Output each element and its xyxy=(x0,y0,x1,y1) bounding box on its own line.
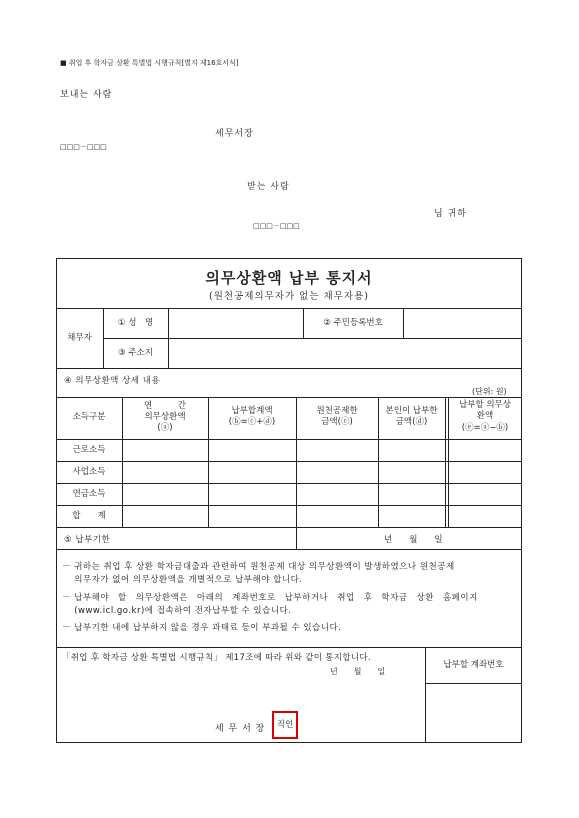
rrn-field[interactable] xyxy=(403,318,522,329)
row-label: 근로소득 xyxy=(72,445,106,455)
col-due-2: 환액 xyxy=(476,411,494,421)
row-label: 합 계 xyxy=(72,511,106,521)
row-label: 연금소득 xyxy=(72,489,106,499)
seal-label: 직인 xyxy=(276,720,294,730)
row-label: 사업소득 xyxy=(72,467,106,477)
rrn-label: ② 주민등록번호 xyxy=(323,318,383,328)
name-field[interactable] xyxy=(168,318,303,329)
sender-postcode: □□□－□□□ xyxy=(60,143,107,151)
col-due-3: (ⓔ=ⓐ−ⓑ) xyxy=(461,423,509,433)
unit-label: (단위: 원) xyxy=(472,387,507,396)
detail-label: ④ 의무상환액 상세 내용 xyxy=(64,376,161,386)
deadline-label: ⑤ 납부기한 xyxy=(64,535,111,545)
sender-label: 보내는 사람 xyxy=(60,90,113,100)
col-annual-2: 의무상환액 xyxy=(144,412,186,422)
note-line: － 납부해야 할 의무상환액은 아래의 계좌번호로 납부하거나 취업 후 학자금 상환 홈페이지 xyxy=(62,593,478,603)
rule xyxy=(56,527,522,528)
tax-office-title: 세무서장 xyxy=(215,129,254,139)
address-field[interactable] xyxy=(168,348,522,359)
col-withheld-2: 금액(ⓒ) xyxy=(321,417,353,427)
col-income-type: 소득구분 xyxy=(72,412,106,422)
rule xyxy=(103,308,104,368)
notice-date: 년 월 일 xyxy=(330,667,386,676)
notice-text: 「취업 후 학자금 상환 특별법 시행규칙」 제17조에 따라 위와 같이 통지합니다. xyxy=(62,653,371,663)
account-field[interactable] xyxy=(425,684,522,742)
rule xyxy=(56,439,522,440)
rule xyxy=(56,461,522,462)
receiver-honorific: 님 귀하 xyxy=(434,209,467,219)
col-annual-1: 연 간 xyxy=(144,401,186,411)
receiver-postcode: □□□－□□□ xyxy=(253,222,300,230)
rule xyxy=(56,397,522,398)
name-label: ① 성 명 xyxy=(117,318,154,328)
note-line: 의무자가 없어 의무상환액을 개별적으로 납부해야 합니다. xyxy=(62,575,303,585)
official-seal-box xyxy=(272,711,298,739)
rule xyxy=(168,308,169,368)
bullet-square-icon: ■ xyxy=(60,59,69,67)
note-line: (www.icl.go.kr)에 접속하여 전자납부할 수 있습니다. xyxy=(62,606,292,616)
rule xyxy=(56,308,522,309)
account-label: 납부할 계좌번호 xyxy=(443,660,504,670)
note-line: － 귀하는 취업 후 상환 학자금대출과 관련하여 원천공제 대상 의무상환액이 발생하였으나 원천공제 xyxy=(62,562,455,572)
debtor-label: 채무자 xyxy=(67,333,92,343)
rule xyxy=(103,338,522,339)
col-due-1: 납부할 의무상 xyxy=(459,400,511,410)
address-label: ③ 주소지 xyxy=(118,348,153,358)
form-subtitle: (원천공제의무자가 없는 채무자용) xyxy=(209,291,369,302)
deadline-date: 년 월 일 xyxy=(384,535,443,545)
col-paid-total-1: 납부합계액 xyxy=(231,406,273,416)
col-withheld-1: 원천공제한 xyxy=(316,406,358,416)
col-paid-total-2: (ⓑ=ⓒ+ⓓ) xyxy=(228,417,276,427)
signer-label: 세 무 서 장 xyxy=(215,724,266,734)
col-annual-3: (ⓐ) xyxy=(157,423,173,433)
col-self-paid-1: 본인이 납부한 xyxy=(385,406,438,416)
col-self-paid-2: 금액(ⓓ) xyxy=(395,417,428,427)
rule xyxy=(56,549,522,550)
rule xyxy=(56,505,522,506)
receiver-label: 받는 사람 xyxy=(247,182,290,192)
form-reference: ■ 취업 후 학자금 상환 특별법 시행규칙[별지 제16호서식] xyxy=(60,59,239,67)
note-line: － 납부기한 내에 납부하지 않을 경우 과태료 등이 부과될 수 있습니다. xyxy=(62,623,342,633)
rule xyxy=(56,483,522,484)
form-title: 의무상환액 납부 통지서 xyxy=(205,269,373,287)
rule xyxy=(56,647,522,648)
rule xyxy=(56,368,522,369)
